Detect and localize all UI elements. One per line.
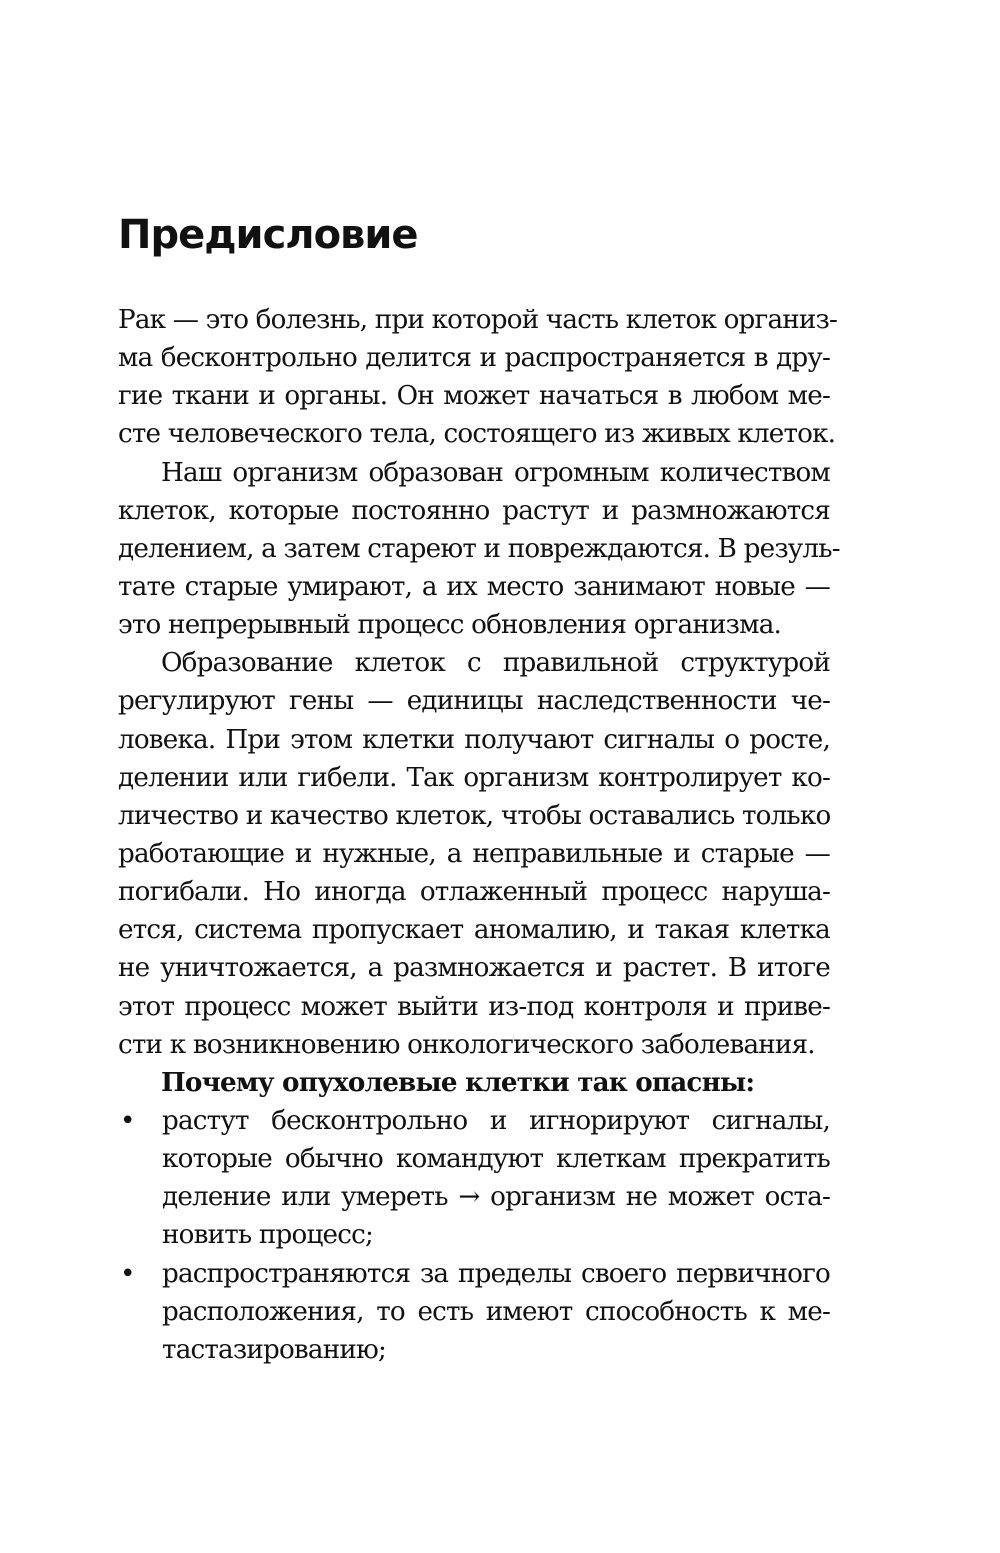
text-line: новить процесс;: [162, 1220, 373, 1251]
list-heading: Почему опухолевые клетки так опасны:: [161, 1066, 755, 1098]
text-line: тате старые умирают, а их место занимают новые —: [118, 571, 830, 602]
text-line: делении или гибели. Так организм контролирует ко-: [118, 762, 830, 793]
text-line: регулируют гены — единицы наследственности че-: [118, 686, 830, 717]
page-title: Предисловие: [118, 212, 418, 258]
list-item: [118, 1255, 830, 1369]
text-line: ется, система пропускает аномалию, и такая клетка: [118, 915, 830, 946]
paragraph-genes: [118, 644, 830, 1064]
text-line: ловека. При этом клетки получают сигналы о росте,: [118, 724, 830, 755]
text-line: растут бесконтрольно и игнорируют сигналы,: [162, 1105, 830, 1136]
text-line: тастазированию;: [162, 1334, 387, 1365]
list-item: [118, 1102, 830, 1255]
text-line: распространяются за пределы своего первичного: [162, 1258, 830, 1289]
text-line: деление или умереть → организм не может оста-: [162, 1182, 830, 1213]
text-line: погибали. Но иногда отлаженный процесс наруша-: [118, 877, 830, 908]
text-line: клеток, которые постоянно растут и размножаются: [118, 495, 830, 526]
text-line: не уничтожается, а размножается и растет. В итоге: [118, 953, 830, 984]
bullet-icon: •: [120, 1105, 135, 1136]
text-line: Наш организм образован огромным количеством: [161, 457, 830, 488]
text-line: которые обычно командуют клеткам прекратить: [162, 1144, 830, 1175]
paragraph-intro: [118, 301, 838, 454]
text-line: личество и качество клеток, чтобы оставались только: [118, 800, 831, 831]
text-line: ма бесконтрольно делится и распространяется в дру-: [118, 343, 830, 374]
text-line: сти к возникновению онкологического заболевания.: [118, 1029, 815, 1060]
text-line: Образование клеток с правильной структурой: [161, 648, 830, 679]
paragraph-organism: [118, 454, 840, 645]
text-line: делением, а затем стареют и повреждаются. В резуль-: [118, 533, 840, 564]
text-line: гие ткани и органы. Он может начаться в любом ме-: [118, 381, 830, 412]
body-text: [118, 301, 840, 1369]
text-line: это непрерывный процесс обновления организма.: [118, 610, 782, 641]
text-line: расположения, то есть имеют способность к ме-: [162, 1296, 830, 1327]
text-line: сте человеческого тела, состоящего из живых клеток.: [118, 419, 836, 450]
text-line: работающие и нужные, а неправильные и старые —: [118, 838, 830, 869]
text-line: Рак — это болезнь, при которой часть клеток организ-: [118, 305, 838, 335]
bullet-icon: •: [120, 1258, 135, 1289]
text-line: этот процесс может выйти из-под контроля и приве-: [118, 991, 830, 1022]
